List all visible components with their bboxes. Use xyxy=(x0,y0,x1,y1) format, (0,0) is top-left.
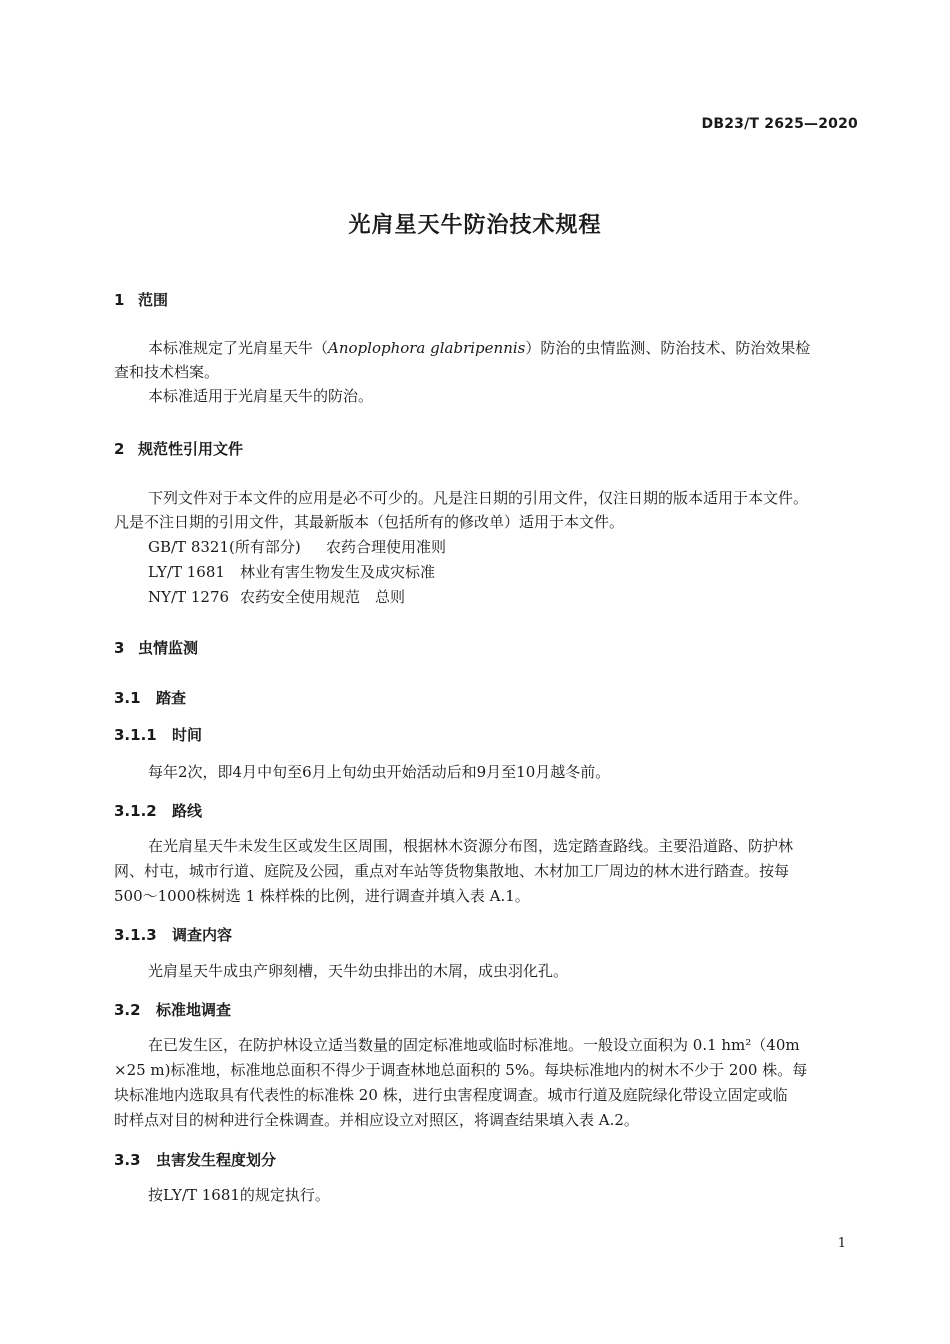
paragraph-line: 在已发生区，在防护林设立适当数量的固定标准地或临时标准地。一般设立面积为 0.1 hm²（40m xyxy=(148,1036,800,1054)
section-3-heading xyxy=(114,637,198,658)
section-number: 2 xyxy=(114,440,125,458)
paragraph-line: 块标准地内选取具有代表性的标准株 20 株，进行虫害程度调查。城市行道及庭院绿化带设立固定或临 xyxy=(114,1086,788,1104)
reference-item xyxy=(148,535,446,559)
section-title: 虫情监测 xyxy=(138,639,199,657)
section-title: 时间 xyxy=(172,726,203,744)
reference-item xyxy=(148,560,435,584)
paragraph: 每年2次，即4月中旬至6月上旬幼虫开始活动后和9月至10月越冬前。 xyxy=(148,763,611,781)
section-3-1-heading xyxy=(114,687,186,708)
document-title: 光肩星天牛防治技术规程 xyxy=(348,213,602,238)
section-number: 3 xyxy=(114,639,125,657)
paragraph: 下列文件对于本文件的应用是必不可少的。凡是注日期的引用文件，仅注日期的版本适用于本文件。 xyxy=(148,489,809,507)
section-title: 路线 xyxy=(172,802,203,820)
section-3-3-heading xyxy=(114,1149,276,1170)
document-code: DB23/T 2625—2020 xyxy=(701,116,858,132)
section-3-1-3-heading xyxy=(114,924,232,945)
section-3-2-heading xyxy=(114,999,231,1020)
reference-name: 农药安全使用规范 总则 xyxy=(240,588,406,606)
section-title: 调查内容 xyxy=(172,926,233,944)
section-3-1-2-heading xyxy=(114,800,202,821)
section-title: 规范性引用文件 xyxy=(138,440,244,458)
paragraph-line: 凡是不注日期的引用文件，其最新版本（包括所有的修改单）适用于本文件。 xyxy=(114,513,625,531)
section-title: 虫害发生程度划分 xyxy=(156,1151,277,1169)
paragraph-line: 时样点对目的树种进行全株调查。并相应设立对照区，将调查结果填入表 A.2。 xyxy=(114,1111,639,1129)
section-number: 3.1.1 xyxy=(114,726,157,744)
paragraph: 光肩星天牛成虫产卵刻槽，天牛幼虫排出的木屑，成虫羽化孔。 xyxy=(148,962,569,980)
reference-code: NY/T 1276 xyxy=(148,588,230,606)
paragraph-line: ×25 m)标准地，标准地总面积不得少于调查林地总面积的 5%。每块标准地内的树木不少于 200 株。每 xyxy=(114,1061,808,1079)
paragraph-line: 在光肩星天牛未发生区或发生区周围，根据林木资源分布图，选定踏查路线。主要沿道路、防护林 xyxy=(148,837,794,855)
paragraph-line: 查和技术档案。 xyxy=(114,363,220,381)
section-2-heading xyxy=(114,438,243,459)
text: 本标准规定了光肩星天牛（ xyxy=(148,339,329,357)
section-number: 3.2 xyxy=(114,1001,141,1019)
text: ）防治的虫情监测、防治技术、防治效果检 xyxy=(525,339,811,357)
section-number: 1 xyxy=(114,291,125,309)
paragraph: 按LY/T 1681的规定执行。 xyxy=(148,1186,330,1204)
section-number: 3.1.2 xyxy=(114,802,157,820)
reference-name: 林业有害生物发生及成灾标准 xyxy=(240,563,436,581)
section-number: 3.1 xyxy=(114,689,141,707)
section-title: 范围 xyxy=(138,291,169,309)
paragraph: 本标准适用于光肩星天牛的防治。 xyxy=(148,387,374,405)
reference-code: LY/T 1681 xyxy=(148,563,225,581)
section-3-1-1-heading xyxy=(114,724,202,745)
latin-name: Anoplophora glabripennis xyxy=(328,339,526,357)
paragraph-line: 500～1000株树选 1 株样株的比例，进行调查并填入表 A.1。 xyxy=(114,887,530,905)
section-number: 3.3 xyxy=(114,1151,141,1169)
section-title: 标准地调查 xyxy=(156,1001,232,1019)
section-title: 踏查 xyxy=(156,689,187,707)
reference-name: 农药合理使用准则 xyxy=(326,538,447,556)
paragraph xyxy=(148,336,810,360)
page-number: 1 xyxy=(837,1236,846,1251)
section-1-heading xyxy=(114,289,168,310)
paragraph-line: 网、村屯，城市行道、庭院及公园，重点对车站等货物集散地、木材加工厂周边的林木进行踏查。按每 xyxy=(114,862,790,880)
reference-item xyxy=(148,585,405,609)
section-number: 3.1.3 xyxy=(114,926,157,944)
reference-code: GB/T 8321(所有部分) xyxy=(148,538,301,556)
